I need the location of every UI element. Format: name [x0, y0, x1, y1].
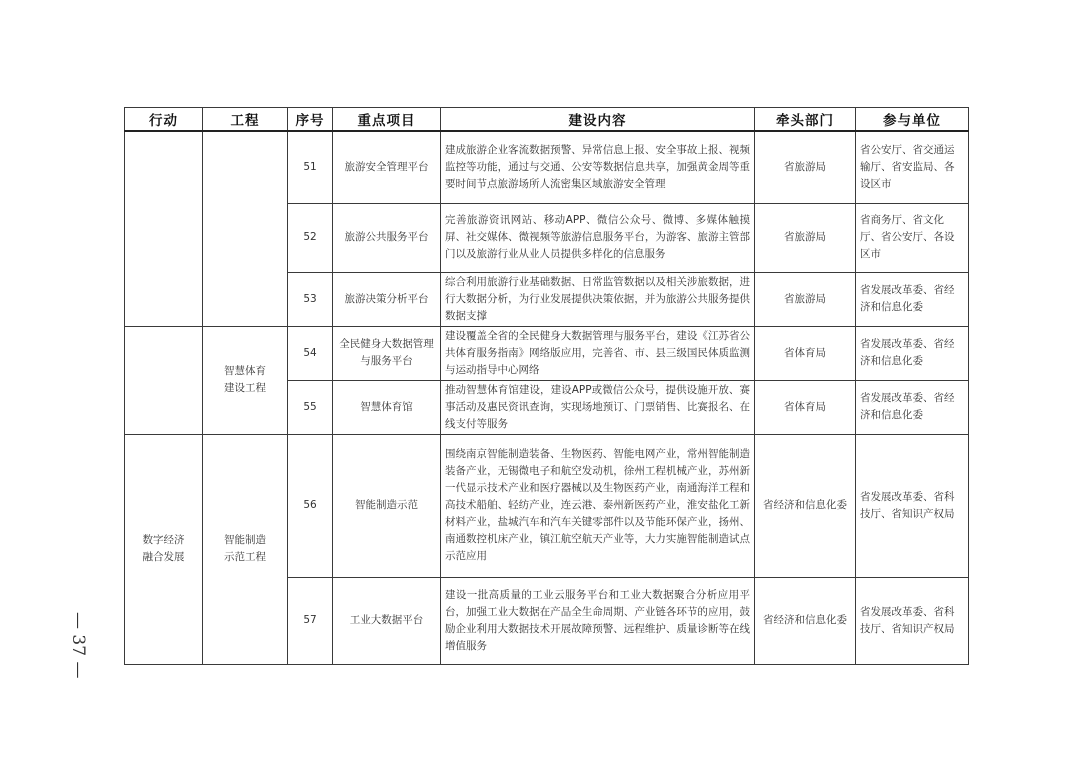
- participants-cell: 省公安厅、省交通运输厅、省安监局、各设区市: [856, 131, 969, 203]
- seq-cell: 51: [288, 131, 333, 203]
- project-label: 智慧体育 建设工程: [224, 365, 266, 394]
- content-cell: 完善旅游资讯网站、移动APP、微信公众号、微博、多媒体触摸屏、社交媒体、微视频等旅游信息服务平台，为游客、旅游主管部门以及旅游行业从业人员提供多样化的信息服务: [441, 203, 755, 272]
- lead-dept-cell: 省经济和信息化委: [755, 577, 856, 664]
- action-label: 数字经济 融合发展: [142, 534, 185, 563]
- content-cell: 建设一批高质量的工业云服务平台和工业大数据聚合分析应用平台，加强工业大数据在产品全生命周期、产业链各环节的应用，鼓励企业利用大数据技术开展故障预警、远程维护、质量诊断等在线增值服务: [441, 577, 755, 664]
- seq-cell: 54: [288, 326, 333, 380]
- header-project: 工程: [203, 108, 288, 132]
- participants-cell: 省发展改革委、省经济和信息化委: [856, 272, 969, 326]
- item-cell: 旅游公共服务平台: [333, 203, 441, 272]
- seq-cell: 52: [288, 203, 333, 272]
- project-cell: [203, 326, 288, 434]
- header-content: 建设内容: [441, 108, 755, 132]
- item-cell: 智慧体育馆: [333, 380, 441, 434]
- seq-cell: 56: [288, 434, 333, 577]
- participants-cell: 省发展改革委、省经济和信息化委: [856, 326, 969, 380]
- content-cell: 推动智慧体育馆建设，建设APP或微信公众号，提供设施开放、赛事活动及惠民资讯查询，实现场地预订、门票销售、比赛报名、在线支付等服务: [441, 380, 755, 434]
- action-cell-empty: [125, 131, 203, 326]
- lead-dept-cell: 省经济和信息化委: [755, 434, 856, 577]
- content-cell: 建设覆盖全省的全民健身大数据管理与服务平台，建设《江苏省公共体育服务指南》网络版应用，完善省、市、县三级国民体质监测与运动指导中心网络: [441, 326, 755, 380]
- key-projects-table: [124, 107, 969, 665]
- table-row: [125, 326, 969, 380]
- participants-cell: 省商务厅、省文化厅、省公安厅、各设区市: [856, 203, 969, 272]
- participants-cell: 省发展改革委、省经济和信息化委: [856, 380, 969, 434]
- project-cell: [203, 434, 288, 664]
- header-key-item: 重点项目: [333, 108, 441, 132]
- page-number: — 37 —: [68, 612, 88, 679]
- seq-cell: 57: [288, 577, 333, 664]
- table-row: [125, 131, 969, 203]
- header-participants: 参与单位: [856, 108, 969, 132]
- content-cell: 建成旅游企业客流数据预警、异常信息上报、安全事故上报、视频监控等功能，通过与交通、公安等数据信息共享，加强黄金周等重要时间节点旅游场所人流密集区域旅游安全管理: [441, 131, 755, 203]
- table-row: [125, 434, 969, 577]
- project-label: 智能制造 示范工程: [224, 534, 266, 563]
- participants-cell: 省发展改革委、省科技厅、省知识产权局: [856, 434, 969, 577]
- seq-cell: 53: [288, 272, 333, 326]
- item-cell: 智能制造示范: [333, 434, 441, 577]
- lead-dept-cell: 省旅游局: [755, 131, 856, 203]
- lead-dept-cell: 省旅游局: [755, 272, 856, 326]
- header-row: [125, 108, 969, 132]
- content-cell: 围绕南京智能制造装备、生物医药、智能电网产业，常州智能制造装备产业，无锡微电子和航空发动机，徐州工程机械产业，苏州新一代显示技术产业和医疗器械以及生物医药产业，南通海洋工程和高技术船舶、轻纺产业，连云港、泰州新医药产业，淮安盐化工新材料产业，盐城汽车和汽车关键零部件以及节能环保产业，扬州、南通数控机床产业，镇江航空航天产业等，大力实施智能制造试点示范应用: [441, 434, 755, 577]
- action-cell-empty: [125, 326, 203, 434]
- header-seq: 序号: [288, 108, 333, 132]
- seq-cell: 55: [288, 380, 333, 434]
- participants-cell: 省发展改革委、省科技厅、省知识产权局: [856, 577, 969, 664]
- header-lead-dept: 牵头部门: [755, 108, 856, 132]
- lead-dept-cell: 省体育局: [755, 326, 856, 380]
- item-cell: 全民健身大数据管理与服务平台: [333, 326, 441, 380]
- content-cell: 综合利用旅游行业基础数据、日常监管数据以及相关涉旅数据，进行大数据分析，为行业发展提供决策依据，并为旅游公共服务提供数据支撑: [441, 272, 755, 326]
- item-cell: 工业大数据平台: [333, 577, 441, 664]
- item-cell: 旅游决策分析平台: [333, 272, 441, 326]
- lead-dept-cell: 省体育局: [755, 380, 856, 434]
- project-cell-empty: [203, 131, 288, 326]
- lead-dept-cell: 省旅游局: [755, 203, 856, 272]
- action-cell: [125, 434, 203, 664]
- header-action: 行动: [125, 108, 203, 132]
- item-cell: 旅游安全管理平台: [333, 131, 441, 203]
